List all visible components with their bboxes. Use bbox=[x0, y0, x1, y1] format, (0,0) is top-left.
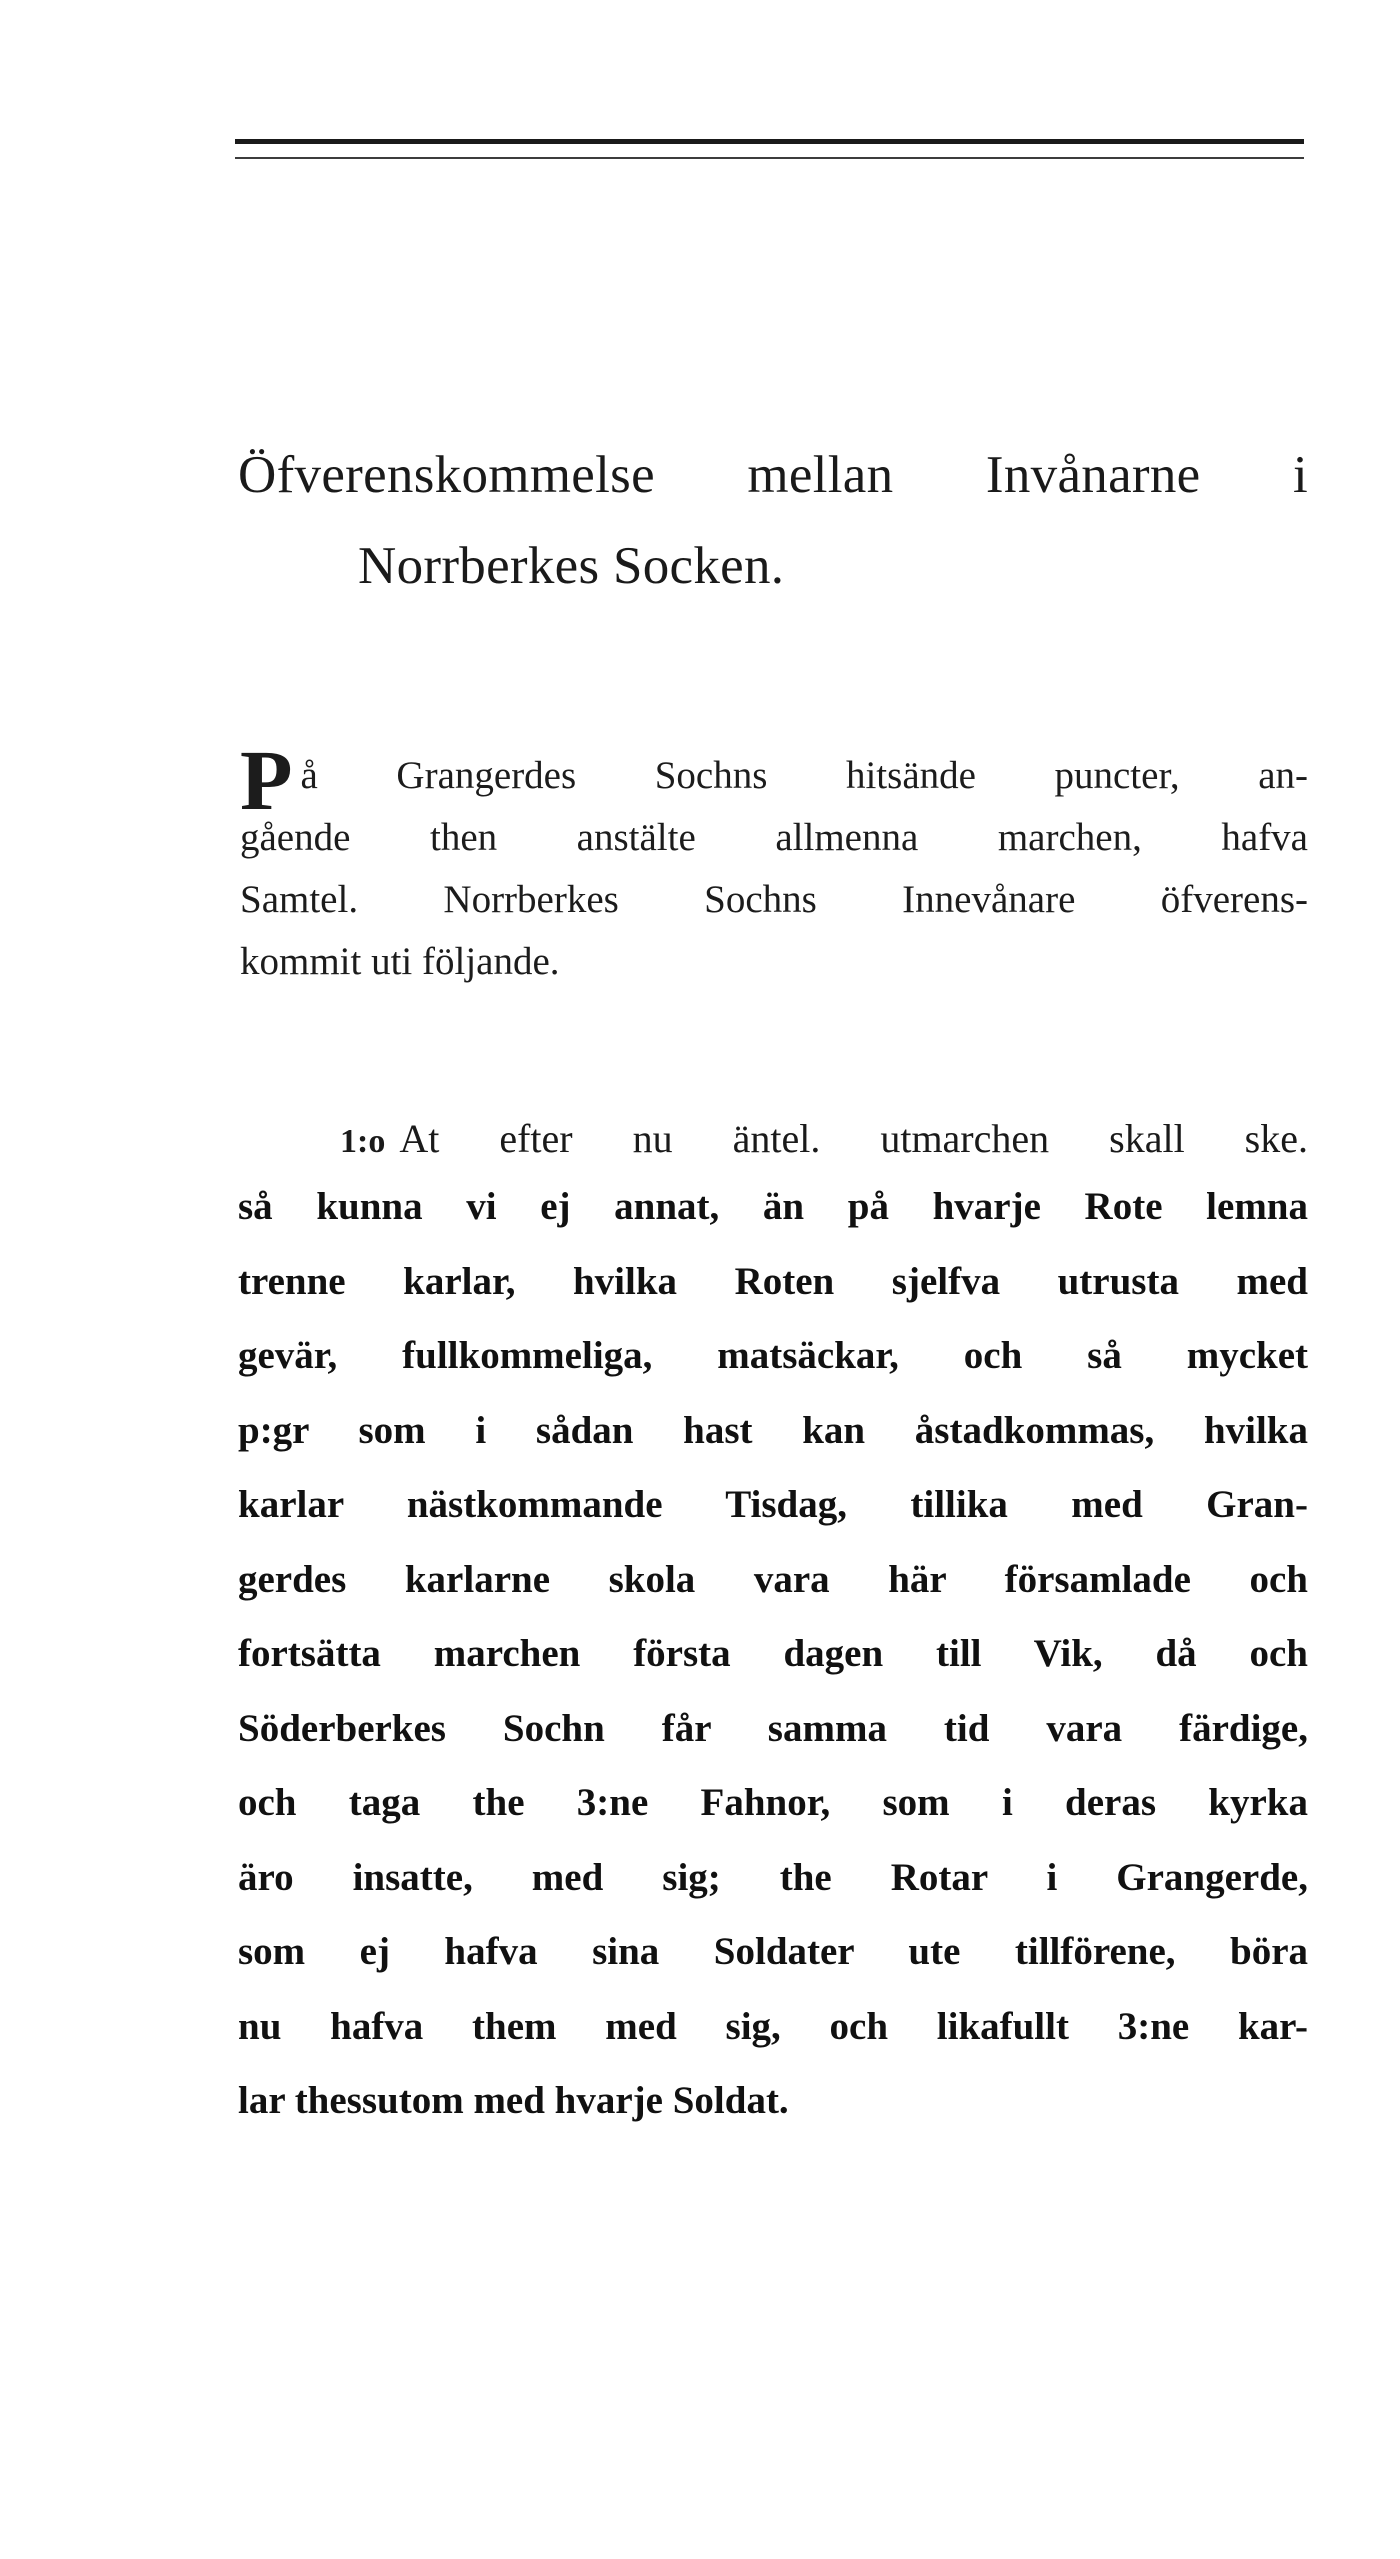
paragraph-1-heading bbox=[340, 1108, 1308, 1173]
body-line: lar thessutom med hvarje Soldat. bbox=[238, 2079, 789, 2122]
body-line: trenne karlar, hvilka Roten sjelfva utrusta med bbox=[238, 1259, 1308, 1303]
top-rule-thick bbox=[235, 139, 1304, 144]
body-line: äro insatte, med sig; the Rotar i Grangerde, bbox=[238, 1855, 1308, 1899]
document-title bbox=[238, 430, 1308, 612]
body-line: gevär, fullkommeliga, matsäckar, och så mycket bbox=[238, 1334, 1308, 1377]
body-line: och taga the 3:ne Fahnor, som i deras kyrka bbox=[238, 1781, 1308, 1824]
body-line: gerdes karlarne skola vara här församlade och bbox=[238, 1557, 1308, 1601]
drop-cap: P bbox=[240, 732, 293, 828]
body-line: karlar nästkommande Tisdag, tillika med Gran- bbox=[238, 1483, 1308, 1526]
paragraph-1-body bbox=[238, 1170, 1308, 2139]
body-line: nu hafva them med sig, och likafullt 3:ne kar- bbox=[238, 2004, 1308, 2048]
body-line: så kunna vi ej annat, än på hvarje Rote lemna bbox=[238, 1185, 1308, 1228]
body-line: fortsätta marchen första dagen till Vik, då och bbox=[238, 1632, 1308, 1675]
paragraph-number: 1:o bbox=[340, 1123, 386, 1160]
body-line: Söderberkes Sochn får samma tid vara färdige, bbox=[238, 1706, 1308, 1750]
intro-line: å Grangerdes Sochns hitsände puncter, an- bbox=[300, 754, 1308, 797]
title-line-1: Öfverenskommelse mellan Invånarne i bbox=[238, 446, 1308, 504]
intro-line: gående then anstälte allmenna marchen, hafva bbox=[240, 816, 1308, 859]
top-rule-thin bbox=[235, 157, 1304, 159]
body-line: som ej hafva sina Soldater ute tillförene, böra bbox=[238, 1930, 1308, 1973]
paragraph-heading-text: At efter nu äntel. utmarchen skall ske. bbox=[399, 1116, 1308, 1161]
intro-line: Samtel. Norrberkes Sochns Innevånare öfverens- bbox=[240, 878, 1308, 921]
body-line: p:gr som i sådan hast kan åstadkommas, hvilka bbox=[238, 1408, 1308, 1452]
intro-paragraph bbox=[240, 732, 1308, 993]
title-line-2: Norrberkes Socken. bbox=[358, 537, 785, 595]
intro-line: kommit uti följande. bbox=[240, 940, 560, 983]
